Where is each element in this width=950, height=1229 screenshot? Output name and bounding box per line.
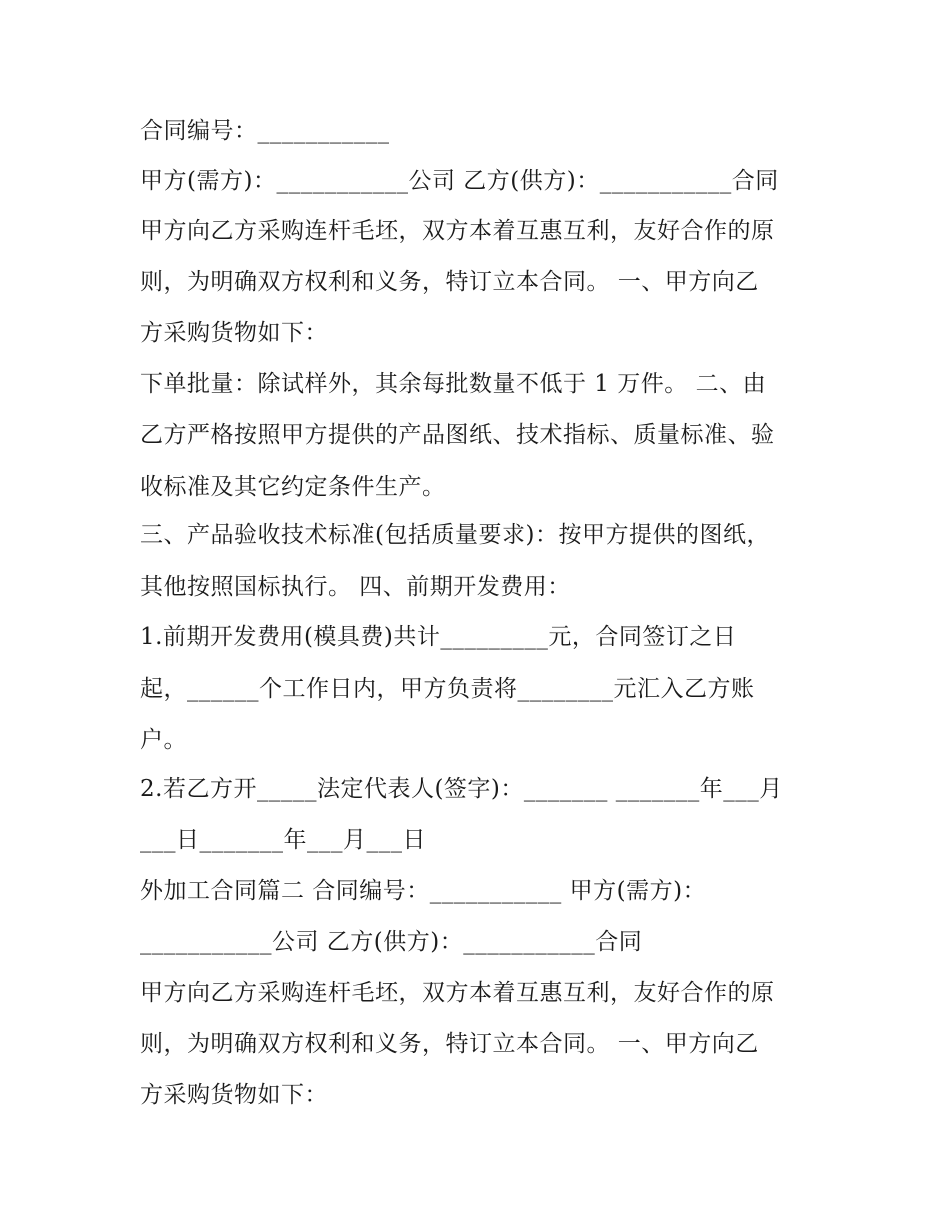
body-text-line: 其他按照国标执行。 四、前期开发费用： <box>140 574 571 600</box>
body-text-line: 下单批量：除试样外，其余每批数量不低于 1 万件。 二、由 <box>140 371 767 397</box>
contract-two-heading-line: 外加工合同篇二 合同编号：___________ 甲方(需方)： <box>140 878 707 904</box>
body-text-line: 则，为明确双方权利和义务，特订立本合同。 一、甲方向乙 <box>140 1031 759 1057</box>
signature-line: 2.若乙方开_____法定代表人(签字)：_______ _______年___月 <box>140 776 783 802</box>
body-text-line: 甲方向乙方采购连杆毛坯，双方本着互惠互利，友好合作的原 <box>140 218 775 244</box>
body-text-line: 1.前期开发费用(模具费)共计_________元，合同签订之日 <box>140 624 737 650</box>
body-text-line: 则，为明确双方权利和义务，特订立本合同。 一、甲方向乙 <box>140 269 759 295</box>
body-text-line: 收标准及其它约定条件生产。 <box>140 474 446 500</box>
body-text-line: 户。 <box>140 727 187 753</box>
body-text-line: 乙方严格按照甲方提供的产品图纸、技术指标、质量标准、验 <box>140 422 775 448</box>
body-text-line: 三、产品验收技术标准(包括质量要求)：按甲方提供的图纸， <box>140 522 770 548</box>
body-text-line: 甲方向乙方采购连杆毛坯，双方本着互惠互利，友好合作的原 <box>140 980 775 1006</box>
parties-line: 甲方(需方)：___________公司 乙方(供方)：___________合同 <box>140 168 779 194</box>
body-text-line: 方采购货物如下： <box>140 1082 328 1108</box>
body-text-line: 起，______个工作日内，甲方负责将________元汇入乙方账 <box>140 676 755 702</box>
contract-number-line: 合同编号：___________ <box>140 118 390 144</box>
signature-date-line: ___日_______年___月___日 <box>140 827 426 853</box>
parties-line: ___________公司 乙方(供方)：___________合同 <box>140 929 643 955</box>
body-text-line: 方采购货物如下： <box>140 320 328 346</box>
